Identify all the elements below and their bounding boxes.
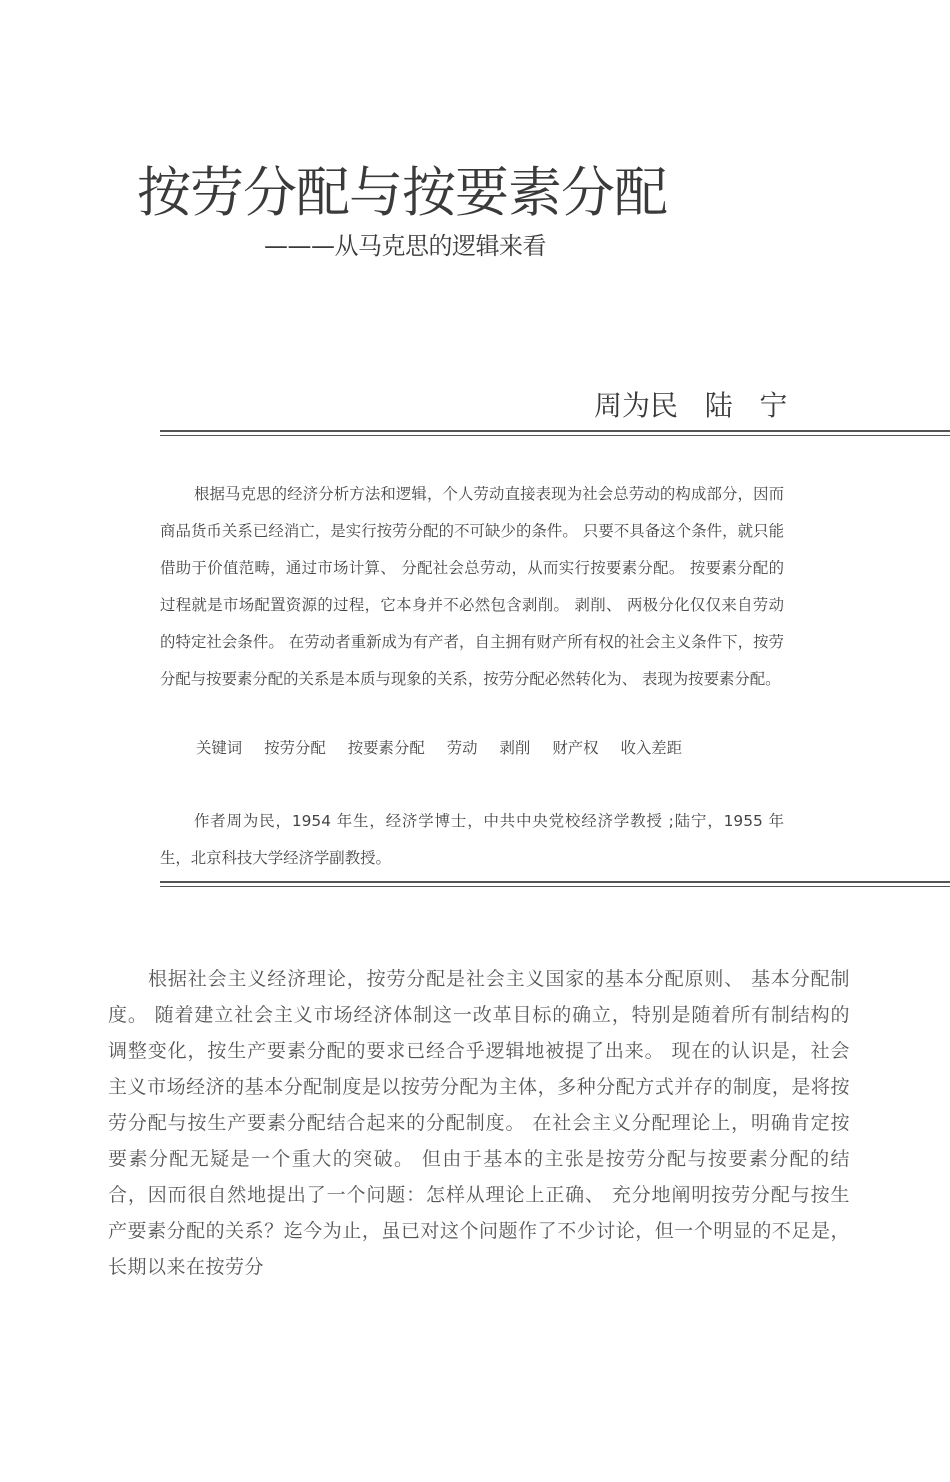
keyword: 按要素分配 bbox=[347, 739, 425, 757]
keyword: 劳动 bbox=[446, 739, 478, 757]
body-paragraph: 根据社会主义经济理论，按劳分配是社会主义国家的基本分配原则、 基本分配制度。 随着建立社会主义市场经济体制这一改革目标的确立，特别是随着所有制结构的调整变化，按生产要素分配的要求已经合乎逻辑地被提了出来。 现在的认识是，社会主义市场经济的基本分配制度是以按劳分配为主体，多种分配方式并存的制度，是将按劳分配与按生产要素分配结合起来的分配制度。 在社会主义分配理论上，明确肯定按要素分配无疑是一个重大的突破。 但由于基本的主张是按劳分配与按要素分配的结合，因而很自然地提出了一个问题：怎样从理论上正确、 充分地阐明按劳分配与按生产要素分配的关系？迄今为止，虽已对这个问题作了不少讨论，但一个明显的不足是，长期以来在按劳分 bbox=[108, 968, 850, 1278]
bottom-double-rule bbox=[160, 881, 950, 887]
top-double-rule bbox=[160, 430, 950, 436]
keywords-label: 关键词 bbox=[196, 739, 243, 757]
keyword: 财产权 bbox=[552, 739, 599, 757]
article-title: 按劳分配与按要素分配 bbox=[137, 161, 667, 224]
author-info: 作者周为民，1954 年生，经济学博士，中共中央党校经济学教授 ;陆宁，1955 年生，北京科技大学经济学副教授。 bbox=[160, 812, 784, 867]
abstract: 根据马克思的经济分析方法和逻辑，个人劳动直接表现为社会总劳动的构成部分，因而商品货币关系已经消亡，是实行按劳分配的不可缺少的条件。 只要不具备这个条件，就只能借助于价值范畴，通过市场计算、 分配社会总劳动，从而实行按要素分配。 按要素分配的过程就是市场配置资源的过程，它本身并不必然包含剥削。 剥削、 两极分化仅仅来自劳动的特定社会条件。 在劳动者重新成为有产者，自主拥有财产所有权的社会主义条件下，按劳分配与按要素分配的关系是本质与现象的关系，按劳分配必然转化为、 表现为按要素分配。 bbox=[160, 485, 784, 688]
keywords bbox=[196, 736, 682, 758]
keyword: 收入差距 bbox=[620, 739, 683, 757]
author-names: 周为民 陆 宁 bbox=[594, 389, 788, 422]
keyword: 按劳分配 bbox=[264, 739, 326, 757]
article-subtitle: ———从马克思的逻辑来看 bbox=[264, 232, 546, 260]
keyword: 剥削 bbox=[499, 739, 531, 757]
